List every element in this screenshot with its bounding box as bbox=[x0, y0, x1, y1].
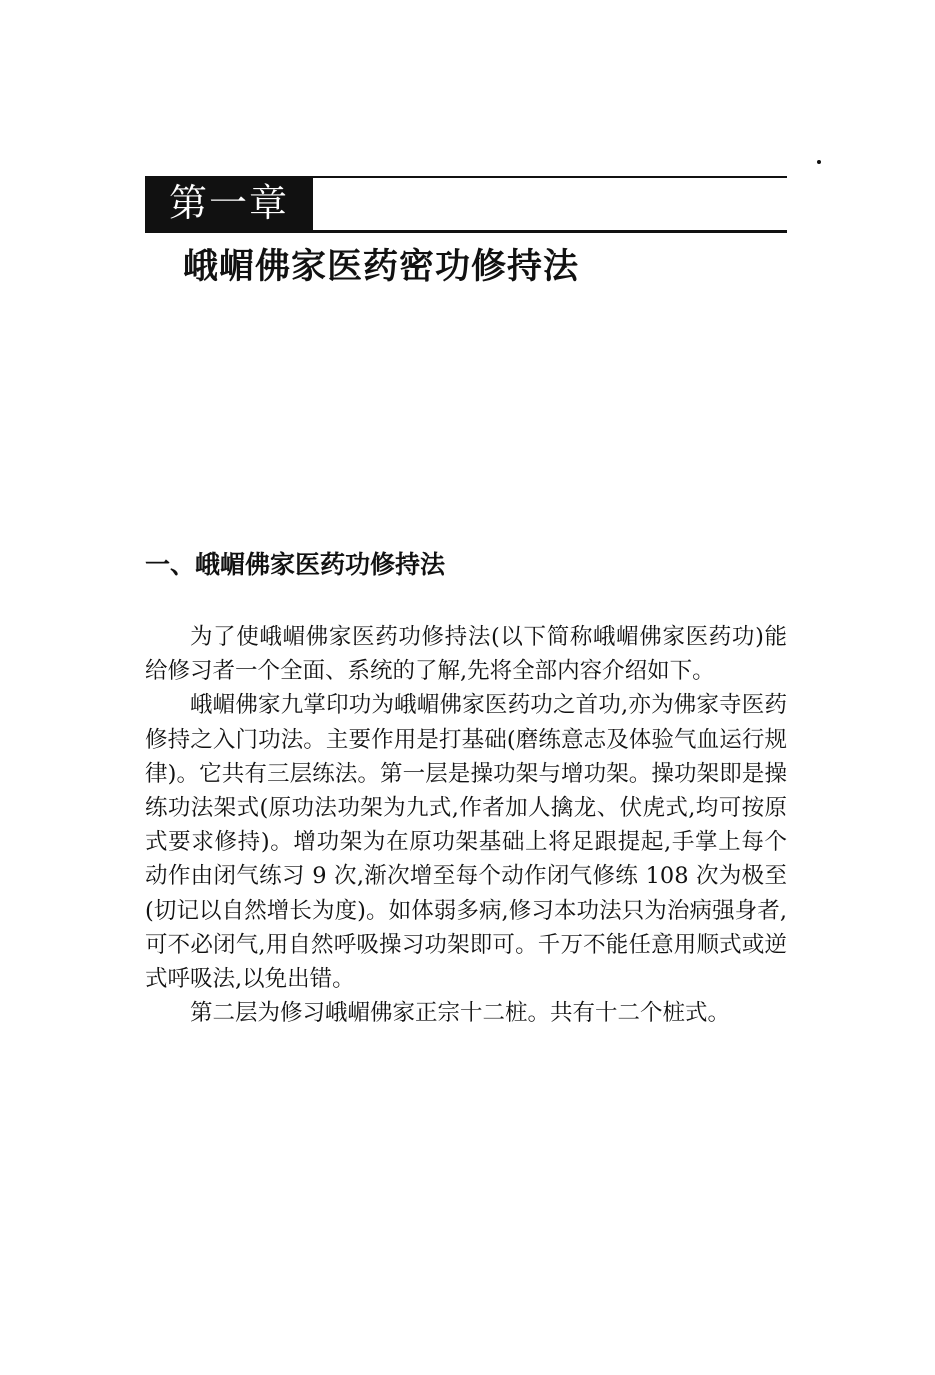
chapter-header-top-rule bbox=[312, 176, 787, 178]
paragraph: 第二层为修习峨嵋佛家正宗十二桩。共有十二个桩式。 bbox=[190, 1000, 731, 1027]
section-heading: 一、峨嵋佛家医药功修持法 bbox=[145, 550, 446, 579]
chapter-title: 峨嵋佛家医药密功修持法 bbox=[183, 247, 580, 287]
body-text bbox=[145, 620, 787, 1030]
page-mark bbox=[817, 160, 821, 164]
chapter-label: 第一章 bbox=[145, 176, 313, 231]
paragraph: 为了使峨嵋佛家医药功修持法(以下简称峨嵋佛家医药功)能给修习者一个全面、系统的了解,先将全部内容介绍如下。 bbox=[145, 624, 787, 685]
chapter-header-bottom-rule bbox=[145, 230, 787, 233]
paragraph: 峨嵋佛家九掌印功为峨嵋佛家医药功之首功,亦为佛家寺医药修持之入门功法。主要作用是打基础(磨练意志及体验气血运行规律)。它共有三层练法。第一层是操功架与增功架。操功架即是操练功法架式(原功法功架为九式,作者加人擒龙、伏虎式,均可按原式要求修持)。增功架为在原功架基础上将足跟提起,手掌上每个动作由闭气练习 9 次,渐次增至每个动作闭气修练 108 次为极至(切记以自然增长为度)。如体弱多病,修习本功法只为治病强身者,可不必闭气,用自然呼吸操习功架即可。千万不能任意用顺式或逆式呼吸法,以免出错。 bbox=[145, 692, 787, 993]
